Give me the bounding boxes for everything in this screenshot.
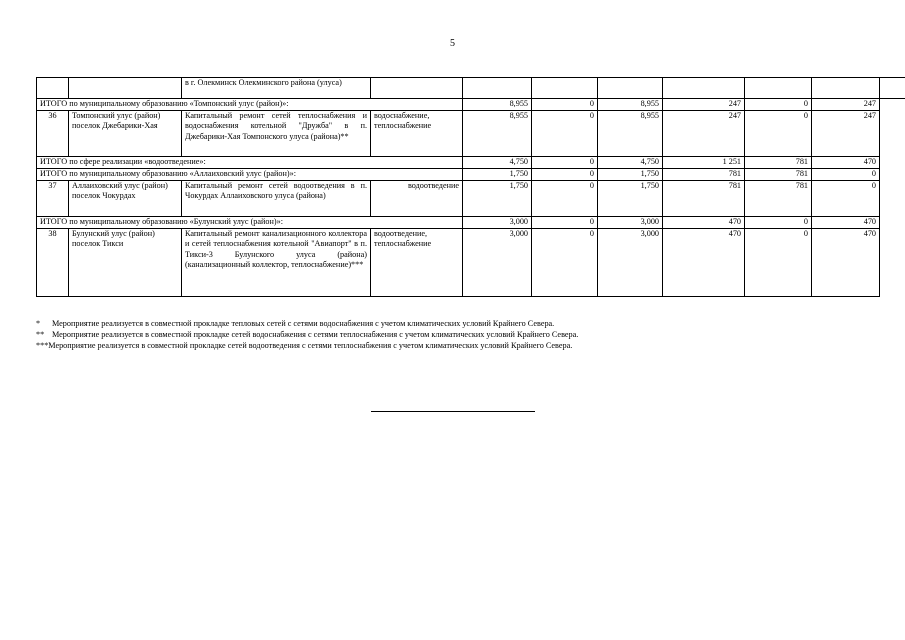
cell-value	[663, 78, 745, 99]
table-row-total	[37, 157, 905, 169]
cell-index: 38	[37, 229, 69, 297]
cell-value: 4,750	[463, 157, 532, 169]
table-row	[37, 111, 905, 157]
total-label: ИТОГО по муниципальному образованию «Аллаиховский улус (район)»:	[37, 169, 463, 181]
cell-value: 8,955	[463, 99, 532, 111]
cell-value: 3,000	[463, 229, 532, 297]
table-row	[37, 181, 905, 217]
cell-value	[880, 78, 905, 99]
cell-event: Капитальный ремонт сетей водоотведения в п. Чокурдах Аллаиховского улуса (района)	[182, 181, 371, 217]
cell-value: 3,000	[463, 217, 532, 229]
cell-value: 781	[663, 169, 745, 181]
cell-event: Капитальный ремонт сетей теплоснабжения и водоснабжения котельной "Дружба" в п. Джебарики-Хая Томпонского улуса (района)**	[182, 111, 371, 157]
cell-value: 0	[532, 111, 598, 157]
footnote	[36, 340, 856, 351]
cell-value: 247	[812, 99, 880, 111]
cell-type: водоотведение, теплоснабжение	[371, 229, 463, 297]
cell-value	[532, 78, 598, 99]
cell-value: 781	[745, 169, 812, 181]
cell-value: 470	[812, 217, 880, 229]
table-row-total	[37, 217, 905, 229]
cell-value: 247	[812, 111, 880, 157]
footnotes	[36, 318, 856, 351]
cell-value: 470	[663, 217, 745, 229]
cell-value: 470	[812, 229, 880, 297]
cell-value: 0	[532, 217, 598, 229]
page-number: 5	[450, 38, 455, 49]
footnote-text: Мероприятие реализуется в совместной прокладке тепловых сетей с сетями водоснабжения с учетом климатических условий Крайнего Севера.	[52, 319, 555, 328]
cell-value: 247	[663, 99, 745, 111]
cell-value	[598, 78, 663, 99]
cell-value: 0	[745, 217, 812, 229]
cell-value: 247	[663, 111, 745, 157]
cell-value	[812, 78, 880, 99]
cell-value: 3,000	[598, 229, 663, 297]
cell-value	[463, 78, 532, 99]
footnote	[36, 318, 856, 329]
cell-index: 37	[37, 181, 69, 217]
cell-value: 0	[532, 229, 598, 297]
table-row	[37, 78, 905, 99]
cell-type	[371, 78, 463, 99]
total-label: ИТОГО по сфере реализации «водоотведение»:	[37, 157, 463, 169]
cell-value: 1 251	[663, 157, 745, 169]
cell-value: 0	[532, 181, 598, 217]
total-label: ИТОГО по муниципальному образованию «Булунский улус (район)»:	[37, 217, 463, 229]
cell-value: 4,750	[598, 157, 663, 169]
cell-location	[69, 78, 182, 99]
cell-value: 1,750	[598, 181, 663, 217]
cell-value: 0	[532, 99, 598, 111]
end-divider	[371, 411, 535, 412]
footnote-text: Мероприятие реализуется в совместной прокладке сетей водоотведения с сетями теплоснабжения с учетом климатических условий Крайнего Севера.	[48, 341, 573, 350]
footnote-text: Мероприятие реализуется в совместной прокладке сетей водоснабжения с сетями теплоснабжения с учетом климатических условий Крайнего Севера.	[52, 330, 579, 339]
table-row	[37, 229, 905, 297]
total-label: ИТОГО по муниципальному образованию «Томпонский улус (район)»:	[37, 99, 463, 111]
cell-event: в г. Олекминск Олекминского района (улуса)	[182, 78, 371, 99]
cell-location: Булунский улус (район) поселок Тикси	[69, 229, 182, 297]
cell-value	[745, 78, 812, 99]
cell-value: 1,750	[598, 169, 663, 181]
cell-type: водоотведение	[371, 181, 463, 217]
cell-value: 0	[532, 169, 598, 181]
cell-type: водоснабжение, теплоснабжение	[371, 111, 463, 157]
cell-value: 470	[812, 157, 880, 169]
cell-value: 8,955	[463, 111, 532, 157]
cell-value: 781	[663, 181, 745, 217]
cell-value: 1,750	[463, 169, 532, 181]
program-table	[36, 77, 905, 297]
table-row-total	[37, 99, 905, 111]
cell-location: Томпонский улус (район) поселок Джебарики-Хая	[69, 111, 182, 157]
footnote-mark: **	[36, 330, 45, 339]
cell-event: Капитальный ремонт канализационного коллектора и сетей теплоснабжения котельной "Авиапорт" в п. Тикси-3 Булунского улуса (района) (канализационный коллектор, теплоснабжение)***	[182, 229, 371, 297]
cell-value: 3,000	[598, 217, 663, 229]
cell-value: 0	[812, 181, 880, 217]
cell-value: 0	[745, 229, 812, 297]
footnote-mark: ***	[36, 341, 49, 350]
cell-value: 8,955	[598, 99, 663, 111]
cell-value: 781	[745, 157, 812, 169]
footnote	[36, 329, 856, 340]
cell-location: Аллаиховский улус (район) поселок Чокурдах	[69, 181, 182, 217]
cell-value: 1,750	[463, 181, 532, 217]
table-row-total	[37, 169, 905, 181]
cell-value: 470	[663, 229, 745, 297]
cell-value: 0	[812, 169, 880, 181]
cell-value: 8,955	[598, 111, 663, 157]
cell-value: 781	[745, 181, 812, 217]
cell-value: 0	[745, 99, 812, 111]
cell-value: 0	[745, 111, 812, 157]
cell-index	[37, 78, 69, 99]
footnote-mark: *	[36, 319, 41, 328]
cell-value: 0	[532, 157, 598, 169]
cell-index: 36	[37, 111, 69, 157]
